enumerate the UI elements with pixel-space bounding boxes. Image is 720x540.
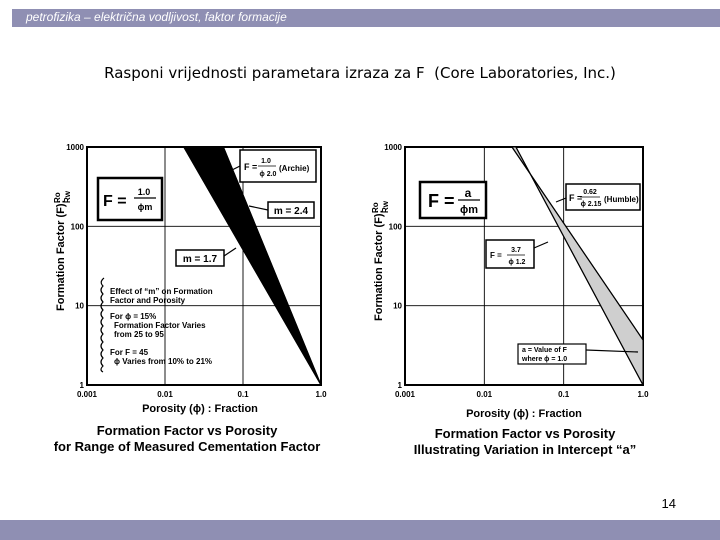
formula-lhs: F =	[103, 193, 127, 210]
caption-line-1: Formation Factor vs Porosity	[96, 423, 278, 438]
humble-lhs: F =	[569, 193, 583, 203]
course-title: petrofizika – električna vodljivost, faktor formacije	[26, 10, 287, 24]
x-axis-title: Porosity (ϕ) : Fraction	[142, 403, 258, 415]
y-tick-label-0: 1	[397, 381, 402, 390]
y-axis-ratio-bottom: Rw	[381, 201, 390, 213]
effect-line-3: For ϕ = 15%	[110, 312, 157, 321]
caption-line-2: for Range of Measured Cementation Factor	[53, 439, 321, 454]
y-axis-ratio-top: Ro	[371, 202, 380, 213]
y-axis-label	[53, 190, 72, 311]
y-axis-ratio-top: Ro	[53, 192, 62, 203]
header-bar	[12, 9, 720, 27]
x-tick-label-3: 1.0	[315, 390, 327, 399]
effect-line-1: Effect of “m” on Formation	[110, 287, 213, 296]
a-note-line-1: a = Value of F	[522, 347, 567, 354]
formula-box	[98, 178, 162, 220]
archie-numerator: 1.0	[261, 158, 271, 165]
humble-label	[556, 184, 640, 210]
y-axis-title: Formation Factor (F):	[55, 199, 67, 311]
x-tick-label-0: 0.001	[76, 390, 98, 399]
m-high-text: m = 2.4	[273, 206, 309, 217]
x-axis-title: Porosity (ϕ) : Fraction	[466, 408, 582, 420]
archie-tag: (Archie)	[279, 164, 310, 173]
chart-intercept-a	[368, 136, 663, 461]
low-a-numerator: 3.7	[511, 247, 521, 254]
page-number: 14	[661, 496, 676, 511]
low-a-label	[486, 240, 548, 268]
caption-line-1: Formation Factor vs Porosity	[434, 426, 616, 441]
humble-denominator: ϕ 2.15	[580, 201, 602, 208]
y-tick-label-1: 10	[75, 301, 84, 311]
formula-lhs: F =	[428, 191, 455, 211]
x-tick-label-1: 0.01	[157, 390, 173, 399]
footer-bar	[0, 520, 720, 540]
y-axis-title: Formation Factor (F):	[373, 209, 385, 321]
effect-line-4: Formation Factor Varies	[114, 321, 206, 330]
formula-numerator: a	[464, 186, 472, 200]
effect-line-6: For F = 45	[110, 348, 149, 357]
x-tick-label-2: 0.1	[237, 390, 249, 399]
m-low-text: m = 1.7	[182, 254, 218, 265]
effect-line-2: Factor and Porosity	[110, 296, 186, 305]
humble-tag: (Humble)	[604, 195, 639, 204]
effect-line-5: from 25 to 95	[114, 330, 164, 339]
x-tick-label-3: 1.0	[637, 390, 649, 399]
archie-lhs: F =	[244, 162, 258, 172]
a-note	[518, 344, 638, 364]
a-note-line-2: where ϕ = 1.0	[522, 356, 568, 363]
x-tick-label-0: 0.001	[394, 390, 416, 399]
formula-box	[420, 182, 486, 218]
low-a-lhs: F =	[490, 251, 502, 260]
m-high-label	[249, 202, 314, 218]
low-a-denominator: ϕ 1.2	[508, 259, 526, 266]
formula-denominator: ϕm	[459, 204, 479, 216]
x-tick-label-2: 0.1	[558, 390, 570, 399]
chart-cementation-factor	[50, 136, 345, 458]
effect-note	[101, 278, 213, 372]
archie-denominator: ϕ 2.0	[259, 171, 277, 178]
formula-numerator: 1.0	[137, 187, 151, 197]
y-tick-label-1: 10	[393, 301, 402, 311]
archie-label	[228, 150, 316, 182]
y-axis-ratio-bottom: Rw	[63, 191, 72, 203]
slide-title: Rasponi vrijednosti parametara izraza za F (Core Laboratories, Inc.)	[104, 64, 616, 82]
humble-numerator: 0.62	[583, 189, 597, 196]
y-tick-label-2: 100	[70, 222, 84, 232]
y-axis-label	[371, 200, 390, 321]
caption-line-2: Illustrating Variation in Intercept “a”	[413, 442, 637, 457]
y-tick-label-3: 1000	[66, 143, 84, 152]
effect-line-7: ϕ Varies from 10% to 21%	[114, 357, 213, 366]
y-tick-label-3: 1000	[384, 143, 402, 152]
m-low-label	[176, 248, 236, 266]
y-tick-label-0: 1	[79, 381, 84, 390]
x-tick-label-1: 0.01	[476, 390, 493, 399]
formula-denominator: ϕm	[137, 202, 153, 212]
y-tick-label-2: 100	[388, 222, 402, 232]
